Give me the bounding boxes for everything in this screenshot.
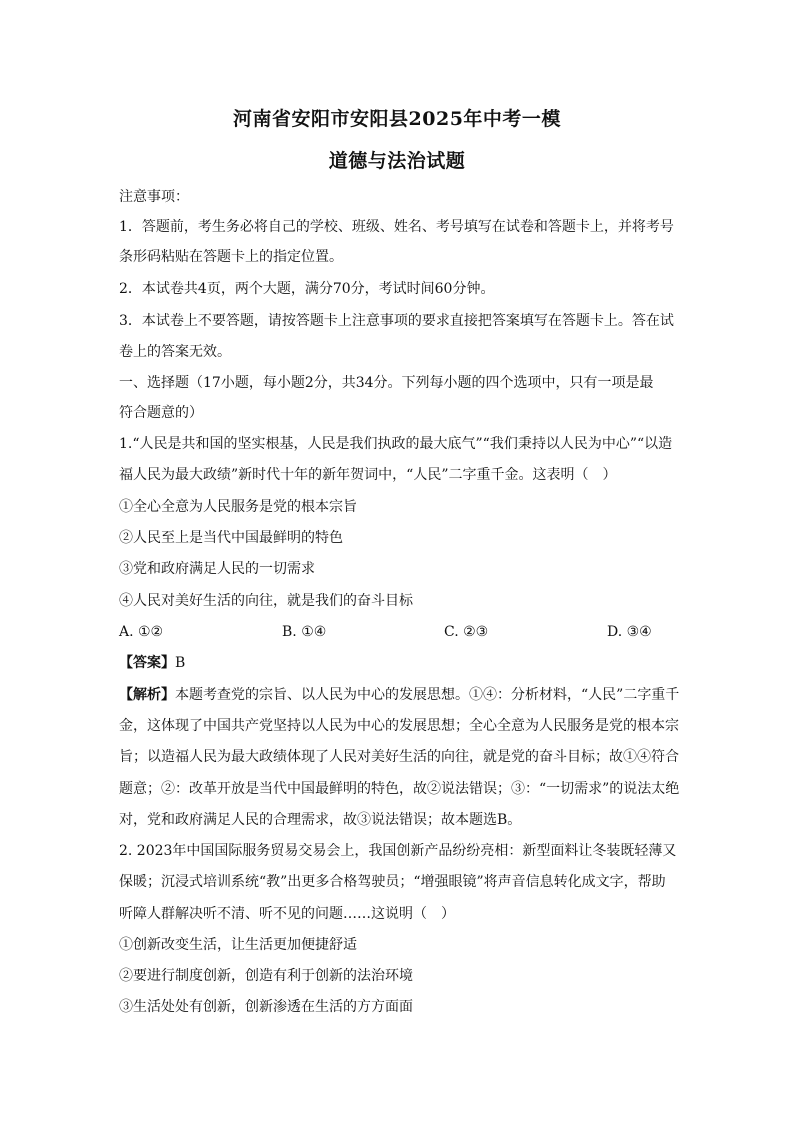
answer-label: 【答案】 [119, 655, 175, 671]
q1-option-a: A. ①② [119, 624, 164, 640]
notes-heading: 注意事项： [119, 189, 189, 205]
q1-item-1: ①全心全意为人民服务是党的根本宗旨 [119, 499, 357, 515]
q2-item-3: ③生活处处有创新，创新渗透在生活的方方面面 [119, 999, 413, 1015]
q2-stem-line-3: 听障人群解决听不清、听不见的问题……这说明（ ） [119, 906, 455, 922]
answer-value: B [175, 655, 186, 671]
q1-answer [119, 653, 679, 673]
q2-stem-line-1: 2. 2023年中国国际服务贸易交易会上，我国创新产品纷纷亮相：新型面料让冬装既轻薄又 [119, 843, 677, 859]
q1-analysis-line-1 [119, 685, 679, 705]
note-1-line-1: 1．答题前，考生务必将自己的学校、班级、姓名、考号填写在试卷和答题卡上，并将考号 [119, 219, 674, 235]
analysis-label: 【解析】 [119, 687, 175, 703]
note-3-line-1: 3．本试卷上不要答题，请按答题卡上注意事项的要求直接把答案填写在答题卡上。答在试 [119, 313, 674, 329]
q1-analysis-line-4: 题意；②：改革开放是当代中国最鲜明的特色，故②说法错误；③：“一切需求”的说法太绝 [119, 781, 680, 797]
q1-item-3: ③党和政府满足人民的一切需求 [119, 561, 315, 577]
note-3-line-2: 卷上的答案无效。 [119, 344, 231, 360]
q2-item-2: ②要进行制度创新，创造有利于创新的法治环境 [119, 968, 413, 984]
q2-item-1: ①创新改变生活，让生活更加便捷舒适 [119, 937, 357, 953]
q1-stem-line-2: 福人民为最大政绩”新时代十年的新年贺词中，“人民”二字重千金。这表明（ ） [119, 467, 617, 483]
q1-option-b: B. ①④ [282, 624, 327, 640]
analysis-text: 本题考查党的宗旨、以人民为中心的发展思想。①④：分析材料，“人民”二字重千 [175, 687, 680, 703]
note-2: 2．本试卷共4页，两个大题，满分70分，考试时间60分钟。 [119, 281, 495, 297]
q1-item-2: ②人民至上是当代中国最鲜明的特色 [119, 530, 343, 546]
q1-analysis-line-3: 旨；以造福人民为最大政绩体现了人民对美好生活的向往，就是党的奋斗目标；故①④符合 [119, 749, 679, 765]
section-heading-line-2: 符合题意的） [119, 405, 203, 421]
q1-analysis-line-5: 对，党和政府满足人民的合理需求，故③说法错误；故本题选B。 [119, 812, 522, 828]
q1-analysis-line-2: 金，这体现了中国共产党坚持以人民为中心的发展思想；全心全意为人民服务是党的根本宗 [119, 718, 679, 734]
q1-option-c: C. ②③ [444, 624, 489, 640]
q2-stem-line-2: 保暖；沉浸式培训系统“教”出更多合格驾驶员；“增强眼镜”将声音信息转化成文字，帮助 [119, 874, 666, 890]
exam-subtitle: 道德与法治试题 [328, 150, 466, 172]
q1-option-d: D. ③④ [607, 624, 652, 640]
exam-title: 河南省安阳市安阳县2025年中考一模 [233, 108, 561, 130]
q1-item-4: ④人民对美好生活的向往，就是我们的奋斗目标 [119, 593, 413, 609]
note-1-line-2: 条形码粘贴在答题卡上的指定位置。 [119, 249, 343, 265]
q1-stem-line-1: 1.“人民是共和国的坚实根基，人民是我们执政的最大底气”“我们秉持以人民为中心”“以造 [119, 436, 673, 452]
section-heading-line-1: 一、选择题（17小题，每小题2分，共34分。下列每小题的四个选项中，只有一项是最 [119, 375, 654, 391]
